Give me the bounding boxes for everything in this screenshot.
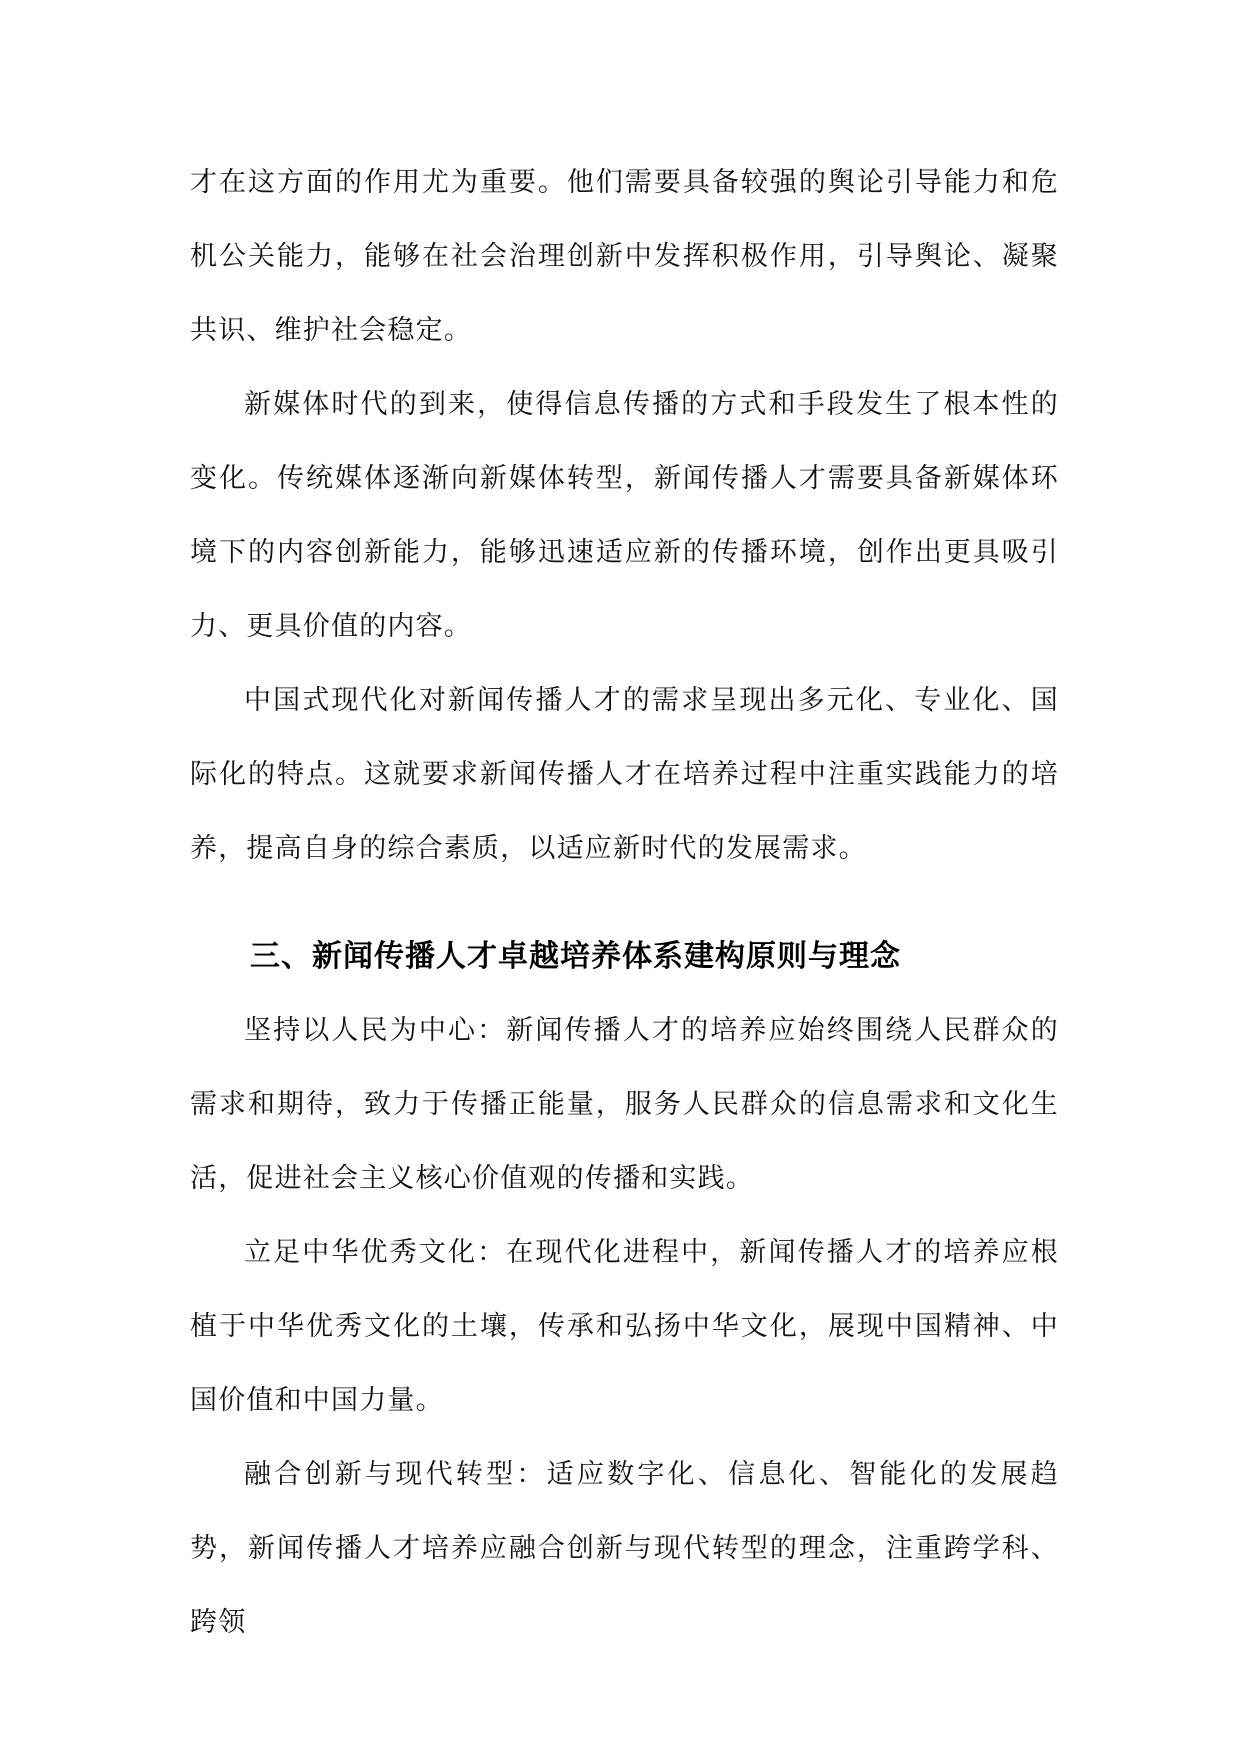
paragraph-new-media: 新媒体时代的到来，使得信息传播的方式和手段发生了根本性的变化。传统媒体逐渐向新媒体转型，新闻传播人才需要具备新媒体环境下的内容创新能力，能够迅速适应新的传播环境，创作出更具吸引力、更具价值的内容。	[190, 389, 1059, 642]
paragraph-continued: 才在这方面的作用尤为重要。他们需要具备较强的舆论引导能力和危机公关能力，能够在社会治理创新中发挥积极作用，引导舆论、凝聚共识、维护社会稳定。	[190, 167, 1059, 346]
section-heading: 三、新闻传播人才卓越培养体系建构原则与理念	[250, 939, 901, 974]
paragraph-people-centered: 坚持以人民为中心：新闻传播人才的培养应始终围绕人民群众的需求和期待，致力于传播正能量，服务人民群众的信息需求和文化生活，促进社会主义核心价值观的传播和实践。	[190, 1015, 1059, 1194]
paragraph-talent-demand: 中国式现代化对新闻传播人才的需求呈现出多元化、专业化、国际化的特点。这就要求新闻传播人才在培养过程中注重实践能力的培养，提高自身的综合素质，以适应新时代的发展需求。	[190, 685, 1059, 864]
paragraph-chinese-culture: 立足中华优秀文化：在现代化进程中，新闻传播人才的培养应根植于中华优秀文化的土壤，传承和弘扬中华文化，展现中国精神、中国价值和中国力量。	[190, 1237, 1059, 1416]
paragraph-innovation-transformation: 融合创新与现代转型：适应数字化、信息化、智能化的发展趋势，新闻传播人才培养应融合创新与现代转型的理念，注重跨学科、跨领	[190, 1459, 1059, 1638]
document-body	[190, 146, 1059, 1660]
